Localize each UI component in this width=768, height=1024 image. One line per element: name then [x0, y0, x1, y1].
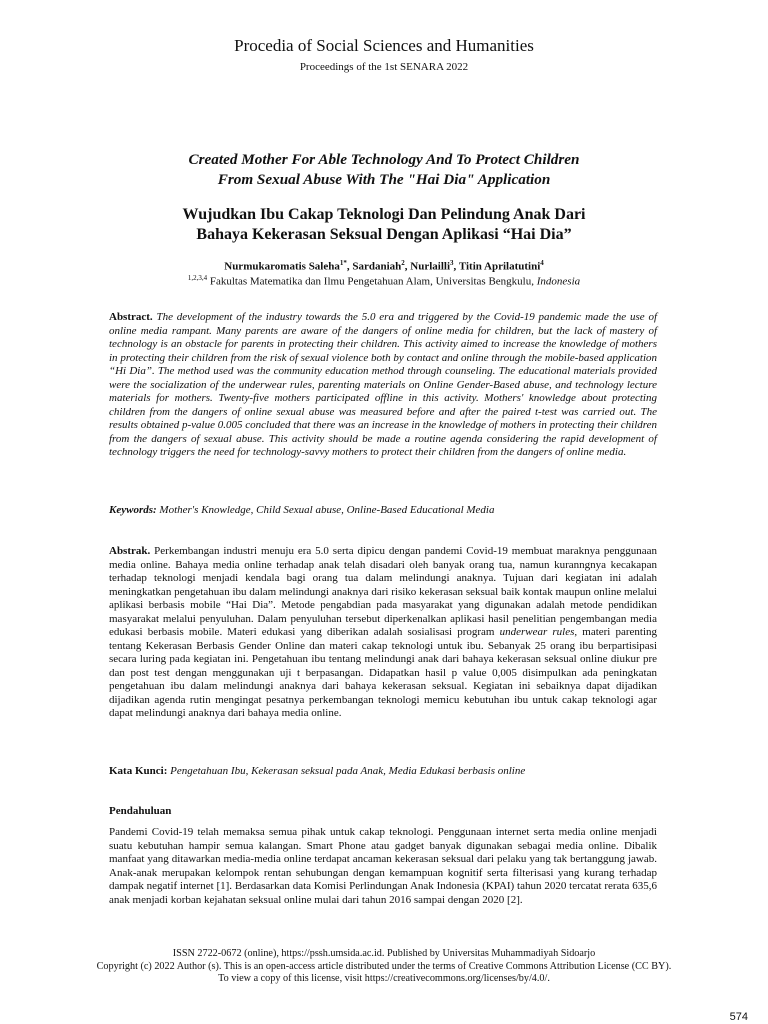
journal-subtitle: Proceedings of the 1st SENARA 2022 — [299, 61, 469, 73]
affiliation-country: Indonesia — [536, 275, 581, 288]
author-list — [0, 259, 768, 273]
author-affiliation-marker: 1* — [339, 259, 347, 267]
introduction-paragraph: Pandemi Covid-19 telah memaksa semua pihak untuk cakap teknologi. Penggunaan internet serta media online menjadi suatu kebutuhan hampir semua kalangan. Smart Phone atau gadget banyak digunakan sebagai media online. Dibalik manfaat yang ditawarkan media-media online terdapat ancaman kekerasan seksual dari pelaku yang tak bertanggung jawab. Anak-anak merupakan kelompok rentan sehubungan dengan kemampuan kognitif serta filterisasi yang kurang terhadap dampak negatif internet [1]. Berdasarkan data Komisi Perlindungan Anak Indonesia (KPAI) tahun 2020 tercatat rerata 635,6 anak menjadi korban kejahatan seksual online mulai dari tahun 2016 sampai dengan 2020 [2]. — [109, 826, 657, 906]
abstract-english — [109, 311, 657, 460]
abstrak-label: Abstrak. — [109, 545, 151, 557]
author-name: Nurmukaromatis Saleha — [224, 260, 340, 273]
footer-license-line: To view a copy of this license, visit https://creativecommons.org/licenses/by/4.0/. — [218, 973, 550, 984]
title-en-line-2: From Sexual Abuse With The "Hai Dia" Application — [217, 170, 551, 188]
section-heading-introduction: Pendahuluan — [109, 805, 172, 817]
affiliation-marker: 1,2,3,4 — [187, 274, 208, 282]
affiliation-text: Fakultas Matematika dan Ilmu Pengetahuan Alam, Universitas Bengkulu, — [209, 275, 534, 288]
kata-kunci-text: Pengetahuan Ibu, Kekerasan seksual pada Anak, Media Edukasi berbasis online — [170, 765, 526, 777]
footer — [0, 948, 768, 986]
footer-copyright-line: Copyright (c) 2022 Author (s). This is an open-access article distributed under the terms of Creative Commons Attribution License (CC BY). — [96, 960, 672, 972]
kata-kunci-label: Kata Kunci: — [109, 765, 168, 777]
journal-title: Procedia of Social Sciences and Humanities — [234, 36, 534, 55]
author-separator: , — [346, 260, 353, 273]
footer-issn-line: ISSN 2722-0672 (online), https://pssh.umsida.ac.id. Published by Universitas Muhammadiyah Sidoarjo — [172, 948, 596, 959]
abstrak-text-italic: underwear rules — [499, 626, 575, 638]
keywords-indonesian — [109, 765, 657, 779]
author-affiliation-marker: 4 — [540, 259, 544, 267]
page-number: 574 — [729, 1011, 748, 1023]
affiliation — [0, 274, 768, 288]
abstrak-text-part-1: Perkembangan industri menuju era 5.0 serta dipicu dengan pandemi Covid-19 membuat maraknya penggunaan media online. Bahaya media online terhadap anak telah disadari oleh banyak orang tua, namun kuranngnya kecakapan terhadap teknologi menjadi kendala bagi orang tua dalam melindungi anaknya. Tujuan dari kegiatan ini adalah meningkatkan pengetahuan ibu dalam melindungi anaknya dari risiko kekerasan seksual baik kontak maupun online melalui aplikasi berbasis mobile “Hai Dia”. Metode pengabdian pada masyarakat yang digunakan adalah metode pendidikan masyarakat melalui penyuluhan. Dalam penyuluhan tersebut diperkenalkan aplikasi hasil penelitian pengembangan media edukasi berbasis mobile. Materi edukasi yang diberikan adalah sosialisasi program — [109, 545, 658, 638]
keywords-label: Keywords: — [109, 504, 157, 516]
author-affiliation-marker: 2 — [401, 259, 405, 267]
keywords-english — [109, 504, 657, 518]
abstract-text: The development of the industry towards the 5.0 era and triggered by the Covid-19 pandemic made the use of online media rampant. Many parents are aware of the dangers of online media for children, but the lack of mastery of technology is an obstacle for parents in protecting their children. This activity aimed to increase the knowledge of mothers in protecting their children from the risk of sexual violence both by contact and online through the mobile-based application “Hi Dia”. The method used was the community education method through counseling. The educational materials provided were the socialization of the underwear rules, parenting materials on Online Gender-Based abuse, and technology lecture materials for mothers. Twenty-five mothers participated offline in this activity. Mothers' knowledge about protecting children from the dangers of online sexual abuse was measured before and after the paired t-test was carried out. The results obtained p-value 0.005 concluded that there was an increase in the knowledge of mothers in protecting their children from the dangers of sexual abuse. This activity should be made a routine agenda considering the rapid development of technology triggers the need for technology-savvy mothers to protect their children from the dangers of online media. — [109, 311, 658, 458]
article-title-english — [0, 150, 768, 189]
abstract-label: Abstract. — [109, 311, 153, 323]
title-id-line-1: Wujudkan Ibu Cakap Teknologi Dan Pelindung Anak Dari — [182, 206, 586, 223]
abstract-indonesian — [109, 545, 657, 721]
title-id-line-2: Bahaya Kekerasan Seksual Dengan Aplikasi “Hai Dia” — [196, 226, 572, 243]
author-affiliation-marker: 3 — [450, 259, 454, 267]
abstrak-text-part-2: , materi parenting tentang Kekerasan Berbasis Gender Online dan materi cakap teknologi untuk ibu. Sebanyak 25 orang ibu berpartisipasi secara luring pada kegiatan ini. Pengetahuan ibu tentang melindungi anak dari bahaya kekerasan seksual online diukur pre dan post test dengan menggunakan uji t berpasangan. Didapatkan hasil p value 0,005 disimpulkan ada peningkatan pengetahuan ibu dalam melindungi anaknya dari bahaya kekerasan seksual. Kegiatan ini sebaiknya dapat dijadikan dijadikan agenda rutin mengingat pesatnya perkembangan teknologi memicu kebutuhan ibu untuk cakap teknologi agar dapat melindungi anaknya dari bahaya media online. — [109, 626, 658, 719]
author-separator: , — [404, 260, 411, 273]
author-name: Nurlailli — [410, 260, 451, 273]
author-separator: , — [453, 260, 459, 273]
article-title-indonesian — [0, 205, 768, 245]
author-name: Sardaniah — [352, 260, 402, 273]
keywords-text: Mother's Knowledge, Child Sexual abuse, Online-Based Educational Media — [159, 504, 495, 516]
title-en-line-1: Created Mother For Able Technology And To Protect Children — [188, 151, 580, 168]
author-name: Titin Aprilatutini — [458, 260, 541, 273]
